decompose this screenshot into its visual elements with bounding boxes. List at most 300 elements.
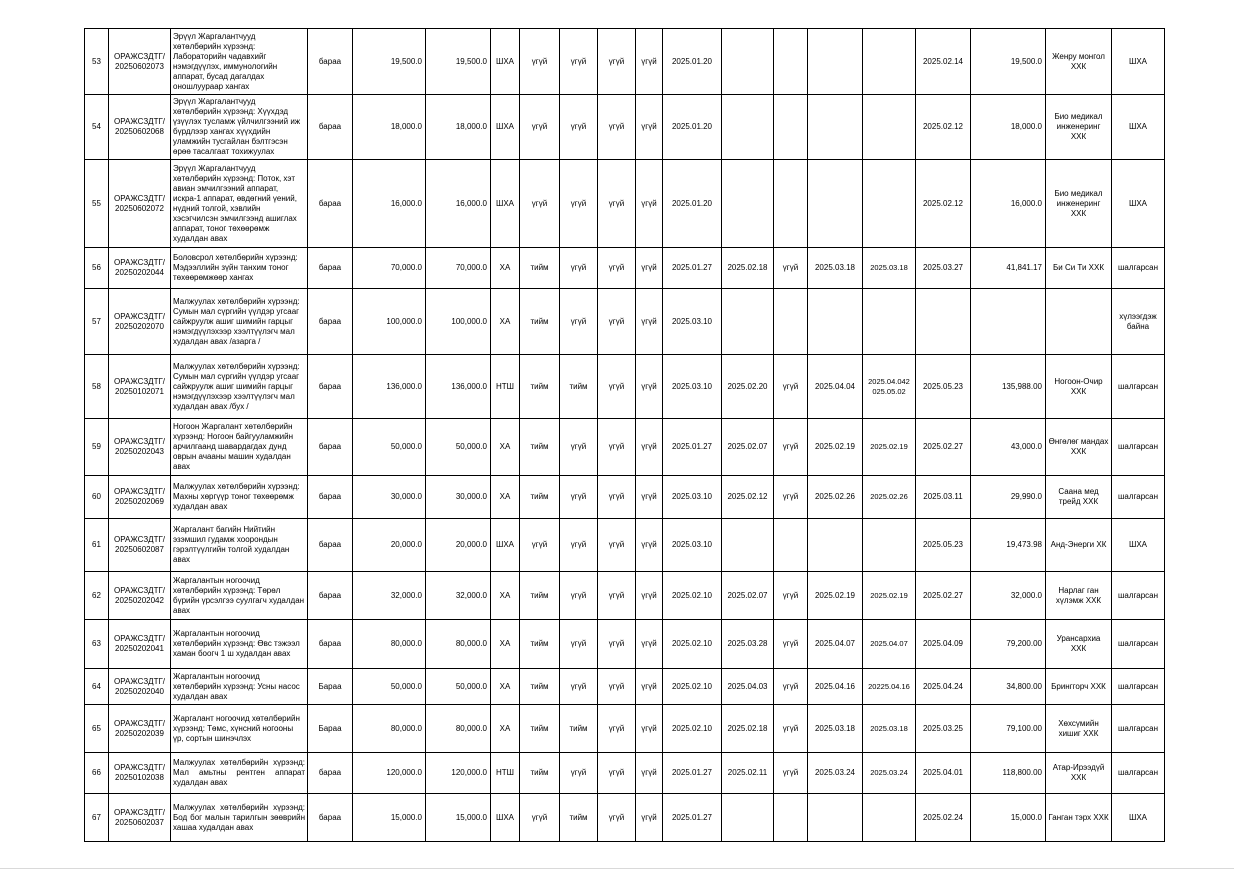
announce-date-cell: 2025.01.20 — [663, 160, 722, 248]
evaluation-date-cell — [808, 160, 863, 248]
budget-cell: 136,000.0 — [426, 355, 491, 419]
status-cell: шалгарсан — [1112, 753, 1165, 794]
description-cell: Малжуулах хөтөлбөрийн хүрээнд: Сумын мал сүргийн үүлдэр угсааг сайжруулж ашиг шимийн гарцыг нэмэгдүүлэхээр хээлтүүлэгч мал худалдан авах /бух / — [171, 355, 308, 419]
tender-code-cell: ОРАЖСЗДТГ/ 20250602087 — [109, 519, 171, 572]
budget-cell: 50,000.0 — [426, 669, 491, 705]
flag-2-cell: үгүй — [560, 29, 598, 95]
flag-4-cell: үгүй — [636, 419, 663, 476]
table-row — [85, 476, 1165, 519]
flag-2-cell: үгүй — [560, 160, 598, 248]
table-row — [85, 160, 1165, 248]
table-row — [85, 705, 1165, 753]
description-cell: Жаргалантын ногоочид хөтөлбөрийн хүрээнд: Усны насос худалдан авах — [171, 669, 308, 705]
flag-5-cell: үгүй — [774, 476, 808, 519]
method-cell: НТШ — [491, 355, 520, 419]
status-cell: шалгарсан — [1112, 705, 1165, 753]
method-cell: ХА — [491, 620, 520, 669]
tender-code-cell: ОРАЖСЗДТГ/ 20250202044 — [109, 248, 171, 289]
row-number-cell: 66 — [85, 753, 109, 794]
flag-3-cell: үгүй — [598, 95, 636, 160]
notice-date-cell: 2025.04.042 025.05.02 — [863, 355, 916, 419]
flag-3-cell: үгүй — [598, 669, 636, 705]
status-cell: шалгарсан — [1112, 620, 1165, 669]
estimated-cost-cell: 30,000.0 — [353, 476, 426, 519]
table-row — [85, 289, 1165, 355]
row-number-cell: 53 — [85, 29, 109, 95]
table-body — [85, 29, 1165, 842]
flag-5-cell — [774, 519, 808, 572]
announce-date-cell: 2025.02.10 — [663, 705, 722, 753]
tender-code-cell: ОРАЖСЗДТГ/ 20250202070 — [109, 289, 171, 355]
description-cell: Малжуулах хөтөлбөрийн хүрээнд: Мал амьтны рентген аппарат худалдан авах — [171, 753, 308, 794]
method-cell: ХА — [491, 572, 520, 620]
flag-2-cell: үгүй — [560, 289, 598, 355]
tender-code-cell: ОРАЖСЗДТГ/ 20250202040 — [109, 669, 171, 705]
flag-2-cell: үгүй — [560, 669, 598, 705]
announce-date-cell: 2025.01.20 — [663, 95, 722, 160]
estimated-cost-cell: 120,000.0 — [353, 753, 426, 794]
type-cell: бараа — [308, 753, 353, 794]
budget-cell: 80,000.0 — [426, 620, 491, 669]
type-cell: бараа — [308, 29, 353, 95]
row-number-cell: 63 — [85, 620, 109, 669]
row-number-cell: 65 — [85, 705, 109, 753]
type-cell: бараа — [308, 160, 353, 248]
flag-2-cell: үгүй — [560, 419, 598, 476]
status-cell: ШХА — [1112, 519, 1165, 572]
open-date-cell: 2025.04.03 — [722, 669, 774, 705]
page-bottom-divider — [0, 868, 1234, 869]
open-date-cell: 2025.02.11 — [722, 753, 774, 794]
flag-5-cell: үгүй — [774, 572, 808, 620]
notice-date-cell: 2025.03.18 — [863, 248, 916, 289]
description-cell: Жаргалантын ногоочид хөтөлбөрийн хүрээнд: Өвс тэжээл хаман боогч 1 ш худалдан авах — [171, 620, 308, 669]
evaluation-date-cell — [808, 95, 863, 160]
estimated-cost-cell: 32,000.0 — [353, 572, 426, 620]
supplier-cell: Би Си Ти ХХК — [1046, 248, 1112, 289]
row-number-cell: 67 — [85, 794, 109, 842]
open-date-cell — [722, 519, 774, 572]
estimated-cost-cell: 100,000.0 — [353, 289, 426, 355]
flag-2-cell: үгүй — [560, 753, 598, 794]
method-cell: ХА — [491, 669, 520, 705]
budget-cell: 80,000.0 — [426, 705, 491, 753]
notice-date-cell — [863, 519, 916, 572]
budget-cell: 30,000.0 — [426, 476, 491, 519]
contract-amount-cell: 19,500.0 — [971, 29, 1046, 95]
contract-date-cell: 2025.04.09 — [916, 620, 971, 669]
method-cell: ШХА — [491, 29, 520, 95]
flag-4-cell: үгүй — [636, 476, 663, 519]
status-cell: ШХА — [1112, 794, 1165, 842]
description-cell: Боловсрол хөтөлбөрийн хүрээнд: Мэдээллийн зүйн танхим тоног төхөөрөмжөөр хангах — [171, 248, 308, 289]
type-cell: бараа — [308, 355, 353, 419]
procurement-table-sheet — [84, 28, 1165, 842]
budget-cell: 50,000.0 — [426, 419, 491, 476]
status-cell: шалгарсан — [1112, 476, 1165, 519]
flag-4-cell: үгүй — [636, 519, 663, 572]
contract-date-cell: 2025.03.25 — [916, 705, 971, 753]
flag-4-cell: үгүй — [636, 620, 663, 669]
announce-date-cell: 2025.01.27 — [663, 794, 722, 842]
estimated-cost-cell: 19,500.0 — [353, 29, 426, 95]
notice-date-cell — [863, 29, 916, 95]
contract-amount-cell: 118,800.00 — [971, 753, 1046, 794]
flag-1-cell: тийм — [520, 753, 560, 794]
table-row — [85, 248, 1165, 289]
contract-date-cell: 2025.05.23 — [916, 519, 971, 572]
table-row — [85, 355, 1165, 419]
contract-date-cell: 2025.04.01 — [916, 753, 971, 794]
type-cell: бараа — [308, 419, 353, 476]
description-cell: Малжуулах хөтөлбөрийн хүрээнд: Бод бог малын тарилгын зөөврийн хашаа худалдан авах — [171, 794, 308, 842]
tender-code-cell: ОРАЖСЗДТГ/ 20250102071 — [109, 355, 171, 419]
flag-4-cell: үгүй — [636, 669, 663, 705]
row-number-cell: 61 — [85, 519, 109, 572]
budget-cell: 120,000.0 — [426, 753, 491, 794]
procurement-table — [84, 28, 1165, 842]
flag-3-cell: үгүй — [598, 289, 636, 355]
flag-2-cell: үгүй — [560, 476, 598, 519]
notice-date-cell: 20225.04.16 — [863, 669, 916, 705]
method-cell: ШХА — [491, 95, 520, 160]
flag-5-cell — [774, 794, 808, 842]
contract-date-cell: 2025.03.11 — [916, 476, 971, 519]
table-row — [85, 669, 1165, 705]
table-row — [85, 29, 1165, 95]
budget-cell: 15,000.0 — [426, 794, 491, 842]
announce-date-cell: 2025.01.27 — [663, 248, 722, 289]
flag-4-cell: үгүй — [636, 160, 663, 248]
supplier-cell: Бринггорч ХХК — [1046, 669, 1112, 705]
tender-code-cell: ОРАЖСЗДТГ/ 20250602037 — [109, 794, 171, 842]
flag-2-cell: тийм — [560, 355, 598, 419]
supplier-cell: Ногоон-Очир ХХК — [1046, 355, 1112, 419]
tender-code-cell: ОРАЖСЗДТГ/ 20250602068 — [109, 95, 171, 160]
supplier-cell: Өнгөлөг мандах ХХК — [1046, 419, 1112, 476]
flag-1-cell: тийм — [520, 620, 560, 669]
table-row — [85, 753, 1165, 794]
flag-4-cell: үгүй — [636, 29, 663, 95]
flag-1-cell: тийм — [520, 355, 560, 419]
tender-code-cell: ОРАЖСЗДТГ/ 20250602073 — [109, 29, 171, 95]
notice-date-cell: 2025.02.19 — [863, 572, 916, 620]
budget-cell: 20,000.0 — [426, 519, 491, 572]
evaluation-date-cell: 2025.04.16 — [808, 669, 863, 705]
type-cell: бараа — [308, 248, 353, 289]
budget-cell: 32,000.0 — [426, 572, 491, 620]
supplier-cell — [1046, 289, 1112, 355]
contract-amount-cell: 18,000.0 — [971, 95, 1046, 160]
contract-amount-cell: 29,990.0 — [971, 476, 1046, 519]
flag-3-cell: үгүй — [598, 794, 636, 842]
type-cell: бараа — [308, 476, 353, 519]
flag-5-cell — [774, 29, 808, 95]
flag-5-cell — [774, 95, 808, 160]
estimated-cost-cell: 136,000.0 — [353, 355, 426, 419]
contract-date-cell: 2025.03.27 — [916, 248, 971, 289]
estimated-cost-cell: 15,000.0 — [353, 794, 426, 842]
evaluation-date-cell: 2025.03.24 — [808, 753, 863, 794]
description-cell: Эрүүл Жаргалантчууд хөтөлбөрийн хүрээнд: Хүүхдэд үзүүлэх тусламж үйлчилгээний иж бүрдлээр хангах хүүхдийн уламжийн тусгайлан бэлтгэсэн өрөө тасалгаат тохижуулах — [171, 95, 308, 160]
contract-amount-cell: 79,100.00 — [971, 705, 1046, 753]
flag-2-cell: үгүй — [560, 519, 598, 572]
method-cell: ШХА — [491, 519, 520, 572]
flag-3-cell: үгүй — [598, 705, 636, 753]
announce-date-cell: 2025.03.10 — [663, 289, 722, 355]
open-date-cell — [722, 29, 774, 95]
type-cell: Бараа — [308, 669, 353, 705]
flag-3-cell: үгүй — [598, 160, 636, 248]
announce-date-cell: 2025.01.20 — [663, 29, 722, 95]
type-cell: бараа — [308, 620, 353, 669]
flag-2-cell: үгүй — [560, 572, 598, 620]
status-cell: ШХА — [1112, 95, 1165, 160]
flag-3-cell: үгүй — [598, 476, 636, 519]
flag-3-cell: үгүй — [598, 419, 636, 476]
flag-3-cell: үгүй — [598, 572, 636, 620]
type-cell: бараа — [308, 572, 353, 620]
flag-2-cell: тийм — [560, 705, 598, 753]
status-cell: шалгарсан — [1112, 419, 1165, 476]
flag-1-cell: үгүй — [520, 519, 560, 572]
description-cell: Жаргалант ногоочид хөтөлбөрийн хүрээнд: Төмс, хүнсний ногооны үр, сортын шинэчлэх — [171, 705, 308, 753]
method-cell: ХА — [491, 419, 520, 476]
estimated-cost-cell: 16,000.0 — [353, 160, 426, 248]
status-cell: шалгарсан — [1112, 355, 1165, 419]
contract-date-cell: 2025.02.12 — [916, 95, 971, 160]
method-cell: ШХА — [491, 794, 520, 842]
flag-3-cell: үгүй — [598, 29, 636, 95]
flag-1-cell: тийм — [520, 669, 560, 705]
announce-date-cell: 2025.03.10 — [663, 476, 722, 519]
flag-4-cell: үгүй — [636, 705, 663, 753]
description-cell: Эрүүл Жаргалантчууд хөтөлбөрийн хүрээнд: Лабораторийн чадавхийг нэмэгдүүлэх, иммунологийн аппарат, бусад дагалдах оношлуураар хангах — [171, 29, 308, 95]
tender-code-cell: ОРАЖСЗДТГ/ 20250602072 — [109, 160, 171, 248]
row-number-cell: 60 — [85, 476, 109, 519]
open-date-cell — [722, 95, 774, 160]
flag-3-cell: үгүй — [598, 519, 636, 572]
flag-5-cell: үгүй — [774, 248, 808, 289]
contract-date-cell: 2025.02.12 — [916, 160, 971, 248]
method-cell: НТШ — [491, 753, 520, 794]
type-cell: бараа — [308, 95, 353, 160]
open-date-cell: 2025.02.12 — [722, 476, 774, 519]
description-cell: Ногоон Жаргалант хөтөлбөрийн хүрээнд: Ногоон байгууламжийн арчилгаанд шавардагдах дунд оврын ачааны машин худалдан авах — [171, 419, 308, 476]
row-number-cell: 57 — [85, 289, 109, 355]
supplier-cell: Нарлаг ган хүлэмж ХХК — [1046, 572, 1112, 620]
budget-cell: 70,000.0 — [426, 248, 491, 289]
flag-1-cell: тийм — [520, 572, 560, 620]
announce-date-cell: 2025.01.27 — [663, 419, 722, 476]
flag-2-cell: үгүй — [560, 620, 598, 669]
method-cell: ХА — [491, 705, 520, 753]
contract-date-cell — [916, 289, 971, 355]
evaluation-date-cell — [808, 29, 863, 95]
notice-date-cell: 2025.04.07 — [863, 620, 916, 669]
open-date-cell: 2025.02.20 — [722, 355, 774, 419]
contract-amount-cell: 34,800.00 — [971, 669, 1046, 705]
row-number-cell: 59 — [85, 419, 109, 476]
evaluation-date-cell: 2025.03.18 — [808, 705, 863, 753]
row-number-cell: 64 — [85, 669, 109, 705]
table-row — [85, 572, 1165, 620]
flag-1-cell: тийм — [520, 705, 560, 753]
row-number-cell: 56 — [85, 248, 109, 289]
method-cell: ХА — [491, 248, 520, 289]
evaluation-date-cell — [808, 519, 863, 572]
description-cell: Жаргалантын ногоочид хөтөлбөрийн хүрээнд: Төрөл бүрийн үрсэлгээ суулгагч худалдан авах — [171, 572, 308, 620]
table-row — [85, 419, 1165, 476]
flag-4-cell: үгүй — [636, 355, 663, 419]
table-row — [85, 794, 1165, 842]
type-cell: бараа — [308, 289, 353, 355]
table-row — [85, 620, 1165, 669]
tender-code-cell: ОРАЖСЗДТГ/ 20250102038 — [109, 753, 171, 794]
description-cell: Жаргалант багийн Нийтийн эзэмшил гудамж хоорондын гэрэлтүүлгийн толгой худалдан авах — [171, 519, 308, 572]
open-date-cell — [722, 160, 774, 248]
flag-4-cell: үгүй — [636, 248, 663, 289]
open-date-cell: 2025.02.07 — [722, 419, 774, 476]
open-date-cell — [722, 794, 774, 842]
row-number-cell: 55 — [85, 160, 109, 248]
flag-5-cell — [774, 289, 808, 355]
row-number-cell: 58 — [85, 355, 109, 419]
status-cell: ШХА — [1112, 29, 1165, 95]
flag-1-cell: тийм — [520, 248, 560, 289]
supplier-cell: Женру монгол ХХК — [1046, 29, 1112, 95]
evaluation-date-cell: 2025.02.19 — [808, 419, 863, 476]
method-cell: ХА — [491, 476, 520, 519]
open-date-cell: 2025.02.07 — [722, 572, 774, 620]
estimated-cost-cell: 50,000.0 — [353, 419, 426, 476]
tender-code-cell: ОРАЖСЗДТГ/ 20250202042 — [109, 572, 171, 620]
flag-3-cell: үгүй — [598, 753, 636, 794]
flag-1-cell: үгүй — [520, 794, 560, 842]
estimated-cost-cell: 18,000.0 — [353, 95, 426, 160]
tender-code-cell: ОРАЖСЗДТГ/ 20250202041 — [109, 620, 171, 669]
description-cell: Эрүүл Жаргалантчууд хөтөлбөрийн хүрээнд: Поток, хэт авиан эмчилгээний аппарат, искра-1 аппарат, өвдөгний үений, нүдний толгой, хэвлийн хэсэгчилсэн эмчилгээнд ашиглах аппарат, тоног төхөөрөмж худалдан авах — [171, 160, 308, 248]
flag-5-cell: үгүй — [774, 419, 808, 476]
flag-5-cell: үгүй — [774, 669, 808, 705]
description-cell: Малжуулах хөтөлбөрийн хүрээнд: Махны хөргүүр тоног төхөөрөмж худалдан авах — [171, 476, 308, 519]
flag-2-cell: үгүй — [560, 248, 598, 289]
type-cell: бараа — [308, 519, 353, 572]
announce-date-cell: 2025.02.10 — [663, 620, 722, 669]
estimated-cost-cell: 80,000.0 — [353, 705, 426, 753]
open-date-cell: 2025.02.18 — [722, 705, 774, 753]
notice-date-cell — [863, 95, 916, 160]
notice-date-cell: 2025.02.26 — [863, 476, 916, 519]
flag-3-cell: үгүй — [598, 620, 636, 669]
budget-cell: 100,000.0 — [426, 289, 491, 355]
status-cell: шалгарсан — [1112, 248, 1165, 289]
contract-date-cell: 2025.02.27 — [916, 419, 971, 476]
estimated-cost-cell: 80,000.0 — [353, 620, 426, 669]
contract-amount-cell: 15,000.0 — [971, 794, 1046, 842]
supplier-cell: Био медикал инженеринг ХХК — [1046, 160, 1112, 248]
tender-code-cell: ОРАЖСЗДТГ/ 20250202039 — [109, 705, 171, 753]
contract-amount-cell: 135,988.00 — [971, 355, 1046, 419]
flag-4-cell: үгүй — [636, 572, 663, 620]
notice-date-cell — [863, 289, 916, 355]
contract-amount-cell: 32,000.0 — [971, 572, 1046, 620]
contract-date-cell: 2025.02.14 — [916, 29, 971, 95]
flag-5-cell: үгүй — [774, 705, 808, 753]
supplier-cell: Атар-Ирээдүй ХХК — [1046, 753, 1112, 794]
flag-4-cell: үгүй — [636, 753, 663, 794]
flag-2-cell: тийм — [560, 794, 598, 842]
supplier-cell: Урансархиа ХХК — [1046, 620, 1112, 669]
announce-date-cell: 2025.01.27 — [663, 753, 722, 794]
flag-4-cell: үгүй — [636, 289, 663, 355]
announce-date-cell: 2025.02.10 — [663, 669, 722, 705]
evaluation-date-cell: 2025.02.26 — [808, 476, 863, 519]
flag-5-cell — [774, 160, 808, 248]
contract-amount-cell: 16,000.0 — [971, 160, 1046, 248]
contract-date-cell: 2025.04.24 — [916, 669, 971, 705]
supplier-cell: Био медикал инженеринг ХХК — [1046, 95, 1112, 160]
tender-code-cell: ОРАЖСЗДТГ/ 20250202069 — [109, 476, 171, 519]
estimated-cost-cell: 50,000.0 — [353, 669, 426, 705]
open-date-cell: 2025.03.28 — [722, 620, 774, 669]
flag-1-cell: үгүй — [520, 95, 560, 160]
budget-cell: 16,000.0 — [426, 160, 491, 248]
flag-2-cell: үгүй — [560, 95, 598, 160]
supplier-cell: Ганган тэрх ХХК — [1046, 794, 1112, 842]
budget-cell: 19,500.0 — [426, 29, 491, 95]
description-cell: Малжуулах хөтөлбөрийн хүрээнд: Сумын мал сүргийн үүлдэр угсааг сайжруулж ашиг шимийн гарцыг нэмэгдүүлэхээр хээлтүүлэгч мал худалдан авах /азарга / — [171, 289, 308, 355]
flag-3-cell: үгүй — [598, 355, 636, 419]
evaluation-date-cell — [808, 794, 863, 842]
open-date-cell — [722, 289, 774, 355]
estimated-cost-cell: 70,000.0 — [353, 248, 426, 289]
contract-amount-cell: 19,473.98 — [971, 519, 1046, 572]
status-cell: шалгарсан — [1112, 669, 1165, 705]
flag-1-cell: тийм — [520, 476, 560, 519]
status-cell: шалгарсан — [1112, 572, 1165, 620]
evaluation-date-cell: 2025.03.18 — [808, 248, 863, 289]
flag-4-cell: үгүй — [636, 95, 663, 160]
flag-1-cell: тийм — [520, 419, 560, 476]
flag-1-cell: үгүй — [520, 29, 560, 95]
flag-5-cell: үгүй — [774, 355, 808, 419]
status-cell: хүлээгдэж байна — [1112, 289, 1165, 355]
notice-date-cell: 2025.03.24 — [863, 753, 916, 794]
flag-1-cell: үгүй — [520, 160, 560, 248]
budget-cell: 18,000.0 — [426, 95, 491, 160]
evaluation-date-cell: 2025.04.07 — [808, 620, 863, 669]
evaluation-date-cell: 2025.04.04 — [808, 355, 863, 419]
flag-4-cell: үгүй — [636, 794, 663, 842]
notice-date-cell: 2025.03.18 — [863, 705, 916, 753]
flag-5-cell: үгүй — [774, 620, 808, 669]
supplier-cell: Саана мед трейд ХХК — [1046, 476, 1112, 519]
notice-date-cell — [863, 160, 916, 248]
method-cell: ХА — [491, 289, 520, 355]
status-cell: ШХА — [1112, 160, 1165, 248]
contract-amount-cell: 79,200.00 — [971, 620, 1046, 669]
flag-1-cell: тийм — [520, 289, 560, 355]
supplier-cell: Анд-Энерги ХК — [1046, 519, 1112, 572]
type-cell: бараа — [308, 794, 353, 842]
contract-date-cell: 2025.05.23 — [916, 355, 971, 419]
type-cell: Бараа — [308, 705, 353, 753]
table-row — [85, 519, 1165, 572]
contract-date-cell: 2025.02.27 — [916, 572, 971, 620]
supplier-cell: Хөхсүмийн хишиг ХХК — [1046, 705, 1112, 753]
flag-3-cell: үгүй — [598, 248, 636, 289]
